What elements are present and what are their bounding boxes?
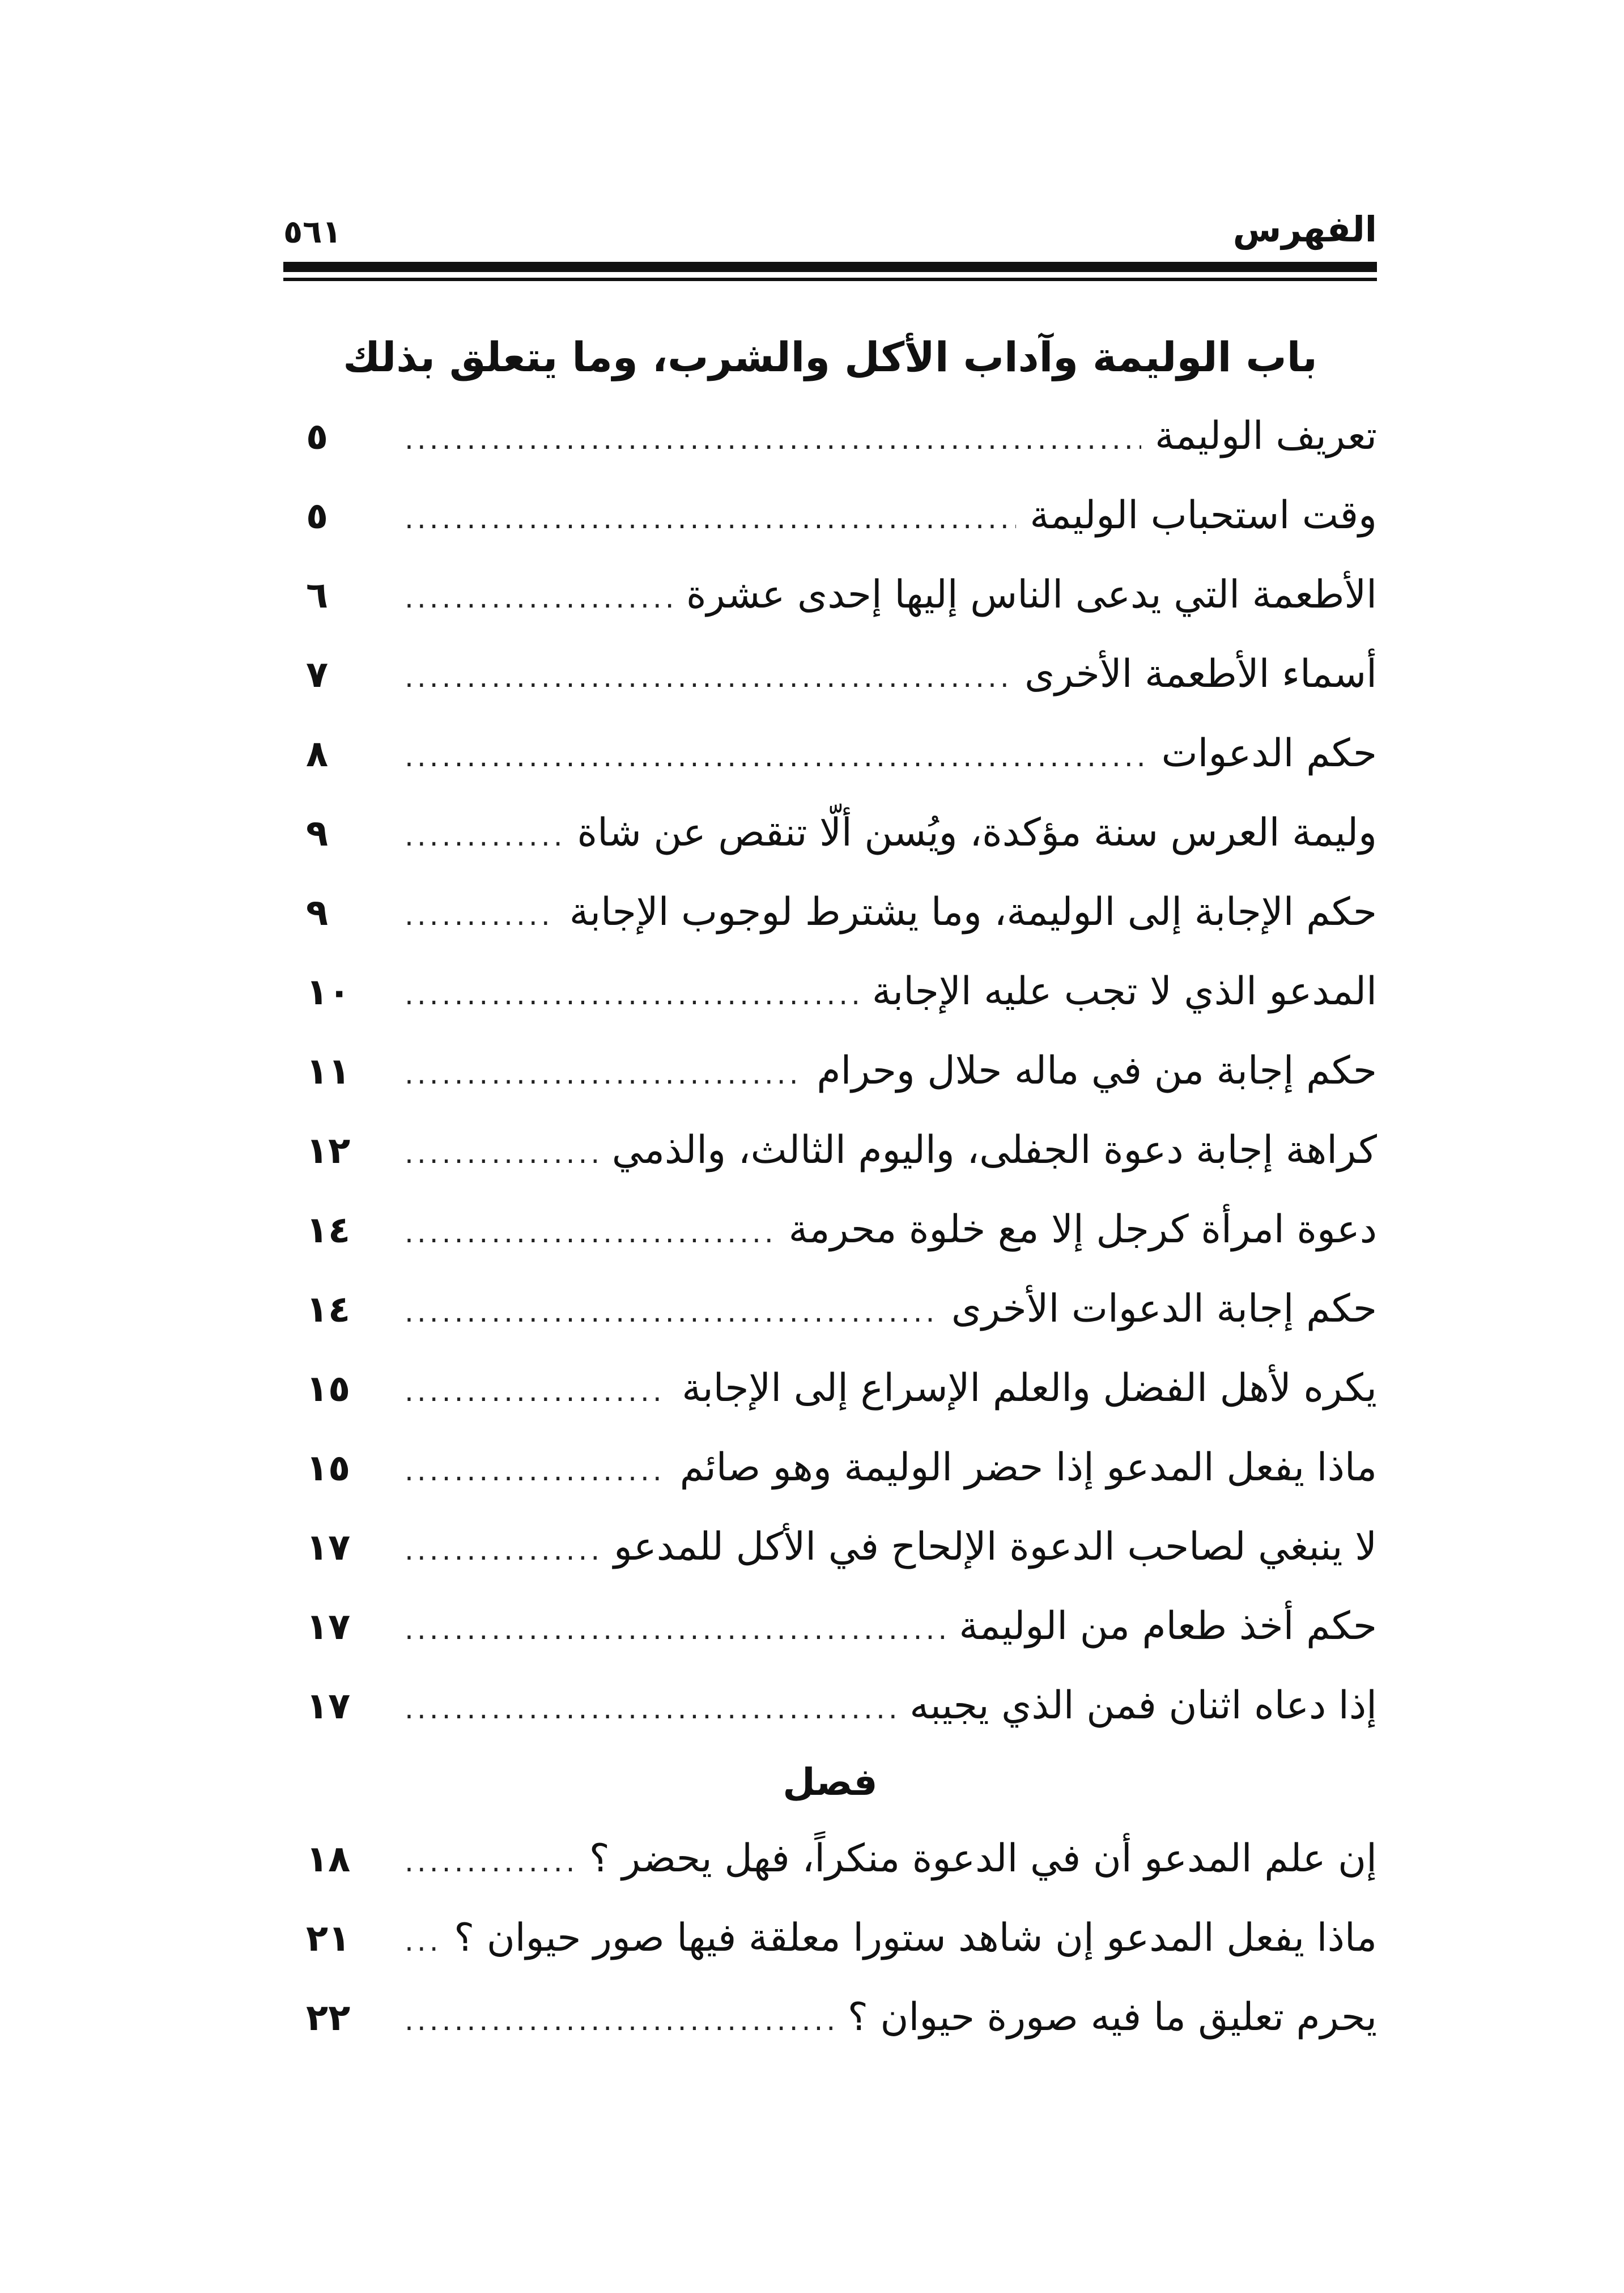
toc-entry	[283, 714, 1377, 793]
toc-entry	[283, 952, 1377, 1031]
dot-leader	[405, 1431, 666, 1510]
toc-entry-title: حكم أخذ طعام من الوليمة	[959, 1604, 1377, 1649]
toc-entry-page: ١٧	[306, 1527, 351, 1569]
toc-entry	[283, 1587, 1377, 1666]
toc-entry-title: وقت استحباب الوليمة	[1030, 493, 1377, 538]
toc-entry-title: تعريف الوليمة	[1155, 414, 1377, 458]
toc-entry-page: ٢١	[306, 1918, 351, 1960]
toc-entry-page: ٩	[306, 892, 329, 934]
toc-entry	[283, 1428, 1377, 1508]
toc-entry-page: ١٨	[306, 1838, 351, 1880]
dot-leader	[405, 955, 858, 1034]
toc-entry	[283, 1031, 1377, 1111]
toc-entry-title: يحرم تعليق ما فيه صورة حيوان ؟	[847, 1995, 1377, 2040]
toc-entry-title: حكم الإجابة إلى الوليمة، وما يشترط لوجوب الإجابة	[569, 890, 1377, 935]
toc-entry	[283, 1349, 1377, 1428]
dot-leader	[405, 876, 556, 955]
dot-leader	[405, 1510, 600, 1590]
toc-entry-title: إن علم المدعو أن في الدعوة منكراً، فهل يحضر ؟	[589, 1836, 1377, 1881]
dot-leader	[405, 558, 673, 638]
toc-entry-title: يكره لأهل الفضل والعلم الإسراع إلى الإجابة	[682, 1366, 1377, 1411]
toc-entry	[283, 1190, 1377, 1269]
dot-leader	[405, 1352, 668, 1431]
toc-entry	[283, 397, 1377, 476]
dot-leader	[405, 1669, 896, 1748]
toc-entry	[283, 1819, 1377, 1899]
dot-leader	[405, 1901, 440, 1981]
dot-leader	[405, 1981, 834, 2060]
section-heading: فصل	[783, 1760, 878, 1804]
dot-leader	[405, 638, 1011, 717]
toc-entry-title: حكم إجابة من في ماله حلال وحرام	[817, 1048, 1377, 1093]
toc-entry	[283, 1269, 1377, 1349]
dot-leader	[405, 1114, 598, 1193]
toc-entry	[283, 1978, 1377, 2057]
dot-leader	[405, 1034, 803, 1114]
toc-entry-title: ماذا يفعل المدعو إذا حضر الوليمة وهو صائم	[679, 1445, 1377, 1490]
chapter-heading: باب الوليمة وآداب الأكل والشرب، وما يتعلق بذلك	[343, 333, 1317, 381]
toc-entry-page: ٨	[306, 733, 329, 775]
header-rule-thin	[283, 278, 1377, 281]
toc-entry-page: ٢٢	[306, 1997, 351, 2039]
toc-entry-title: وليمة العرس سنة مؤكدة، ويُسن ألّا تنقص عن شاة	[577, 810, 1377, 855]
toc-entry	[283, 1899, 1377, 1978]
dot-leader	[405, 479, 1016, 558]
dot-leader	[405, 1272, 938, 1352]
toc-entry	[283, 873, 1377, 952]
toc-entry-title: حكم الدعوات	[1161, 731, 1377, 776]
toc-entry-page: ٧	[306, 654, 329, 696]
toc-entry-page: ٦	[306, 575, 329, 617]
toc-entry-title: إذا دعاه اثنان فمن الذي يجيبه	[909, 1683, 1377, 1728]
toc-entry-title: كراهة إجابة دعوة الجفلى، واليوم الثالث، والذمي	[611, 1128, 1377, 1173]
toc-entry	[283, 555, 1377, 635]
running-title: الفهرس	[1232, 209, 1377, 250]
dot-leader	[405, 1590, 945, 1669]
toc-entry-page: ١٠	[306, 971, 351, 1013]
toc-entry-title: حكم إجابة الدعوات الأخرى	[951, 1286, 1377, 1331]
toc-entry-title: ماذا يفعل المدعو إن شاهد ستورا معلقة فيها صور حيوان ؟	[454, 1916, 1377, 1960]
toc-entry-page: ٥	[306, 495, 329, 537]
toc-entry	[283, 635, 1377, 714]
toc-entry-page: ١١	[306, 1051, 351, 1093]
toc-entry	[283, 1666, 1377, 1746]
toc-entry-page: ١٧	[306, 1606, 351, 1648]
toc-entry	[283, 793, 1377, 873]
toc-entry-page: ١٤	[306, 1289, 351, 1331]
table-of-contents	[283, 317, 1377, 2057]
toc-entry-title: دعوة امرأة كرجل إلا مع خلوة محرمة	[788, 1207, 1377, 1252]
toc-entry	[283, 476, 1377, 555]
toc-entry-page: ١٥	[306, 1447, 351, 1489]
toc-entry-page: ٩	[306, 813, 329, 855]
toc-entry-page: ١٤	[306, 1209, 351, 1251]
dot-leader	[405, 400, 1141, 479]
dot-leader	[405, 1822, 576, 1901]
dot-leader	[405, 1193, 775, 1272]
toc-entry-title: المدعو الذي لا تجب عليه الإجابة	[871, 969, 1377, 1014]
toc-entry-page: ٥	[306, 416, 329, 458]
toc-entry-page: ١٧	[306, 1685, 351, 1727]
toc-entry-page: ١٢	[306, 1130, 351, 1172]
toc-entry-title: الأطعمة التي يدعى الناس إليها إحدى عشرة	[686, 572, 1377, 617]
page-number: ٥٦١	[283, 214, 342, 250]
dot-leader	[405, 717, 1148, 796]
dot-leader	[405, 796, 563, 876]
toc-entry-title: لا ينبغي لصاحب الدعوة الإلحاح في الأكل للمدعو	[614, 1525, 1377, 1569]
toc-entry	[283, 1111, 1377, 1190]
toc-entry-title: أسماء الأطعمة الأخرى	[1024, 652, 1377, 697]
header-rule-thick	[283, 262, 1377, 272]
toc-entry	[283, 1508, 1377, 1587]
running-header	[283, 204, 1377, 266]
toc-entry-page: ١٥	[306, 1368, 351, 1410]
